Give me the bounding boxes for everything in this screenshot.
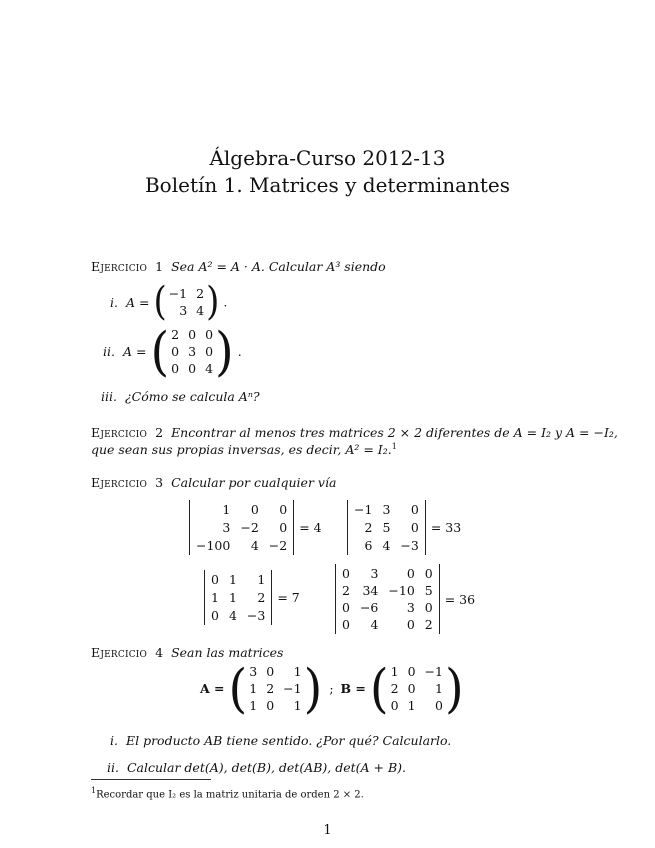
item-tail: . bbox=[223, 294, 228, 310]
footnote-marker: 1 bbox=[391, 442, 397, 451]
matrix-A: ( 3 0 1 1 2 −1 1 0 1 ) bbox=[228, 657, 323, 720]
document-subtitle: Boletín 1. Matrices y determinantes bbox=[144, 173, 511, 197]
exercise-number: 1 bbox=[155, 259, 164, 274]
det-cell: 0 bbox=[410, 520, 419, 535]
det-cell: 4 bbox=[250, 538, 259, 553]
item-roman: ii. bbox=[103, 344, 115, 359]
determinant-1 bbox=[189, 500, 322, 555]
matrix-cell: 2 bbox=[266, 681, 275, 696]
det-cell: 0 bbox=[211, 608, 219, 623]
det-cell: 2 bbox=[342, 583, 350, 598]
determinant-3 bbox=[204, 570, 300, 625]
page-number: 1 bbox=[323, 823, 332, 838]
det-cell: 5 bbox=[382, 520, 391, 535]
det-cell: 3 bbox=[382, 502, 391, 517]
det-cell: 0 bbox=[211, 572, 219, 587]
matrix-cell: 2 bbox=[196, 286, 205, 301]
exercise-number: 4 bbox=[155, 645, 164, 660]
matrix-cell: 1 bbox=[293, 664, 302, 679]
item-text: El producto AB tiene sentido. ¿Por qué? Calcularlo. bbox=[125, 733, 452, 748]
exercise-1-heading bbox=[91, 259, 386, 274]
matrix-cell: 1 bbox=[435, 681, 443, 696]
exercise-4-heading bbox=[91, 645, 283, 660]
matrix-3x3: ( 2 0 0 0 3 0 0 0 4 ) bbox=[150, 320, 234, 383]
matrix-cell: 2 bbox=[171, 327, 180, 342]
matrix-cell: 0 bbox=[188, 327, 197, 342]
matrix-cell: 4 bbox=[196, 303, 205, 318]
matrix-cell: 0 bbox=[390, 698, 399, 713]
det-cell: 0 bbox=[279, 520, 288, 535]
matrix-separator: ; bbox=[329, 681, 334, 696]
exercise-statement-line-2: que sean sus propias inversas, es decir, A² = I₂. bbox=[91, 442, 392, 458]
det-cell: 6 bbox=[364, 538, 373, 553]
exercise-4-item-i bbox=[110, 733, 451, 748]
footnote-mark: 1 bbox=[91, 786, 97, 795]
det-cell: 0 bbox=[406, 617, 415, 632]
matrix-cell: 4 bbox=[205, 361, 214, 376]
det-cell: 0 bbox=[410, 502, 419, 517]
exercise-label: Ejercicio bbox=[91, 425, 148, 440]
matrix-cell: −1 bbox=[424, 664, 443, 679]
matrix-cell: 3 bbox=[249, 664, 258, 679]
exercise-1-item-iii bbox=[101, 389, 260, 404]
matrix-cell: 0 bbox=[266, 664, 275, 679]
det-cell: −100 bbox=[196, 538, 231, 553]
matrix-cell: 1 bbox=[249, 698, 258, 713]
matrix-cell: 1 bbox=[249, 681, 258, 696]
det-cell: 0 bbox=[279, 502, 288, 517]
matrix-cell: 3 bbox=[179, 303, 188, 318]
det-cell: 0 bbox=[424, 600, 433, 615]
exercise-statement: Sean las matrices bbox=[171, 645, 284, 660]
det-cell: −10 bbox=[388, 583, 415, 598]
det-cell: 3 bbox=[222, 520, 231, 535]
item-roman: ii. bbox=[107, 760, 119, 775]
det-cell: 2 bbox=[424, 617, 433, 632]
matrix-cell: −1 bbox=[283, 681, 302, 696]
exercise-2-continuation bbox=[91, 442, 397, 457]
det-cell: 1 bbox=[257, 572, 266, 587]
item-text: ¿Cómo se calcula Aⁿ? bbox=[124, 389, 260, 404]
det-cell: −2 bbox=[268, 538, 288, 553]
exercise-4-item-ii bbox=[107, 760, 406, 775]
det-cell: 4 bbox=[370, 617, 379, 632]
matrix-cell: 0 bbox=[407, 664, 416, 679]
matrix-B-label: B = bbox=[340, 681, 366, 696]
det-cell: 2 bbox=[257, 590, 266, 605]
item-roman: i. bbox=[110, 733, 118, 748]
det-cell: 4 bbox=[382, 538, 391, 553]
exercise-1-item-i bbox=[110, 279, 228, 325]
matrix-2x2: ( −1 2 3 4 ) bbox=[153, 279, 220, 325]
exercise-statement: Calcular por cualquier vía bbox=[171, 475, 337, 490]
det-cell: −6 bbox=[359, 600, 379, 615]
exercise-1-item-ii bbox=[103, 320, 242, 383]
exercise-statement-line-1: Encontrar al menos tres matrices 2 × 2 diferentes de A = I₂ y A = −I₂, bbox=[171, 425, 618, 440]
det-cell: 0 bbox=[342, 566, 350, 581]
matrix-cell: 1 bbox=[407, 698, 416, 713]
document-title: Álgebra-Curso 2012-13 bbox=[209, 146, 446, 170]
item-tail: . bbox=[237, 344, 242, 359]
det-cell: −3 bbox=[246, 608, 266, 623]
det-cell: 4 bbox=[228, 608, 237, 623]
matrix-cell: 0 bbox=[205, 344, 214, 359]
det-cell: 34 bbox=[362, 583, 379, 598]
det-cell: −2 bbox=[240, 520, 259, 535]
item-text: Calcular det(A), det(B), det(AB), det(A + B). bbox=[126, 760, 407, 775]
matrix-B: ( 1 0 −1 2 0 1 0 1 0 ) bbox=[369, 657, 464, 720]
matrix-cell: 1 bbox=[390, 664, 399, 679]
matrix-cell: 0 bbox=[171, 361, 180, 376]
matrix-cell: 0 bbox=[266, 698, 275, 713]
matrix-definitions bbox=[200, 657, 464, 720]
det-cell: 5 bbox=[424, 583, 433, 598]
footnote-rule bbox=[91, 779, 211, 780]
footnote-text: Recordar que I₂ es la matriz unitaria de orden 2 × 2. bbox=[96, 789, 364, 801]
exercise-label: Ejercicio bbox=[91, 259, 148, 274]
det-result: = 33 bbox=[430, 520, 462, 535]
det-result: = 7 bbox=[277, 590, 300, 605]
determinant-4 bbox=[335, 564, 475, 634]
det-cell: −3 bbox=[400, 538, 419, 553]
det-cell: 1 bbox=[228, 590, 237, 605]
matrix-cell: 3 bbox=[188, 344, 197, 359]
matrix-A-label: A = bbox=[200, 681, 225, 696]
det-cell: 1 bbox=[228, 572, 237, 587]
det-cell: 0 bbox=[406, 566, 415, 581]
item-roman: i. bbox=[110, 294, 118, 310]
exercise-statement: Sea A² = A · A. Calcular A³ siendo bbox=[171, 259, 386, 274]
det-cell: 1 bbox=[222, 502, 231, 517]
matrix-cell: 0 bbox=[407, 681, 416, 696]
matrix-cell: −1 bbox=[168, 286, 188, 301]
det-result: = 4 bbox=[299, 520, 322, 535]
footnote bbox=[91, 786, 364, 800]
matrix-cell: 0 bbox=[188, 361, 197, 376]
exercise-number: 3 bbox=[155, 475, 164, 490]
det-cell: 0 bbox=[342, 617, 350, 632]
det-cell: 1 bbox=[211, 590, 219, 605]
det-cell: 2 bbox=[364, 520, 373, 535]
determinant-2 bbox=[347, 500, 461, 555]
matrix-cell: 0 bbox=[205, 327, 214, 342]
item-roman: iii. bbox=[101, 389, 117, 404]
exercise-number: 2 bbox=[155, 425, 164, 440]
item-lhs: A = bbox=[125, 294, 150, 310]
exercise-label: Ejercicio bbox=[91, 645, 148, 660]
matrix-cell: 0 bbox=[435, 698, 443, 713]
matrix-cell: 1 bbox=[293, 698, 302, 713]
det-cell: 0 bbox=[424, 566, 433, 581]
matrix-cell: 0 bbox=[171, 344, 180, 359]
det-cell: 3 bbox=[406, 600, 415, 615]
exercise-2-heading bbox=[91, 425, 618, 440]
det-result: = 36 bbox=[444, 591, 476, 607]
det-cell: 0 bbox=[250, 502, 259, 517]
exercise-label: Ejercicio bbox=[91, 475, 148, 490]
det-cell: 3 bbox=[370, 566, 379, 581]
exercise-3-heading bbox=[91, 475, 336, 490]
det-cell: 0 bbox=[342, 600, 350, 615]
matrix-cell: 2 bbox=[390, 681, 399, 696]
item-lhs: A = bbox=[122, 344, 147, 359]
det-cell: −1 bbox=[354, 502, 373, 517]
